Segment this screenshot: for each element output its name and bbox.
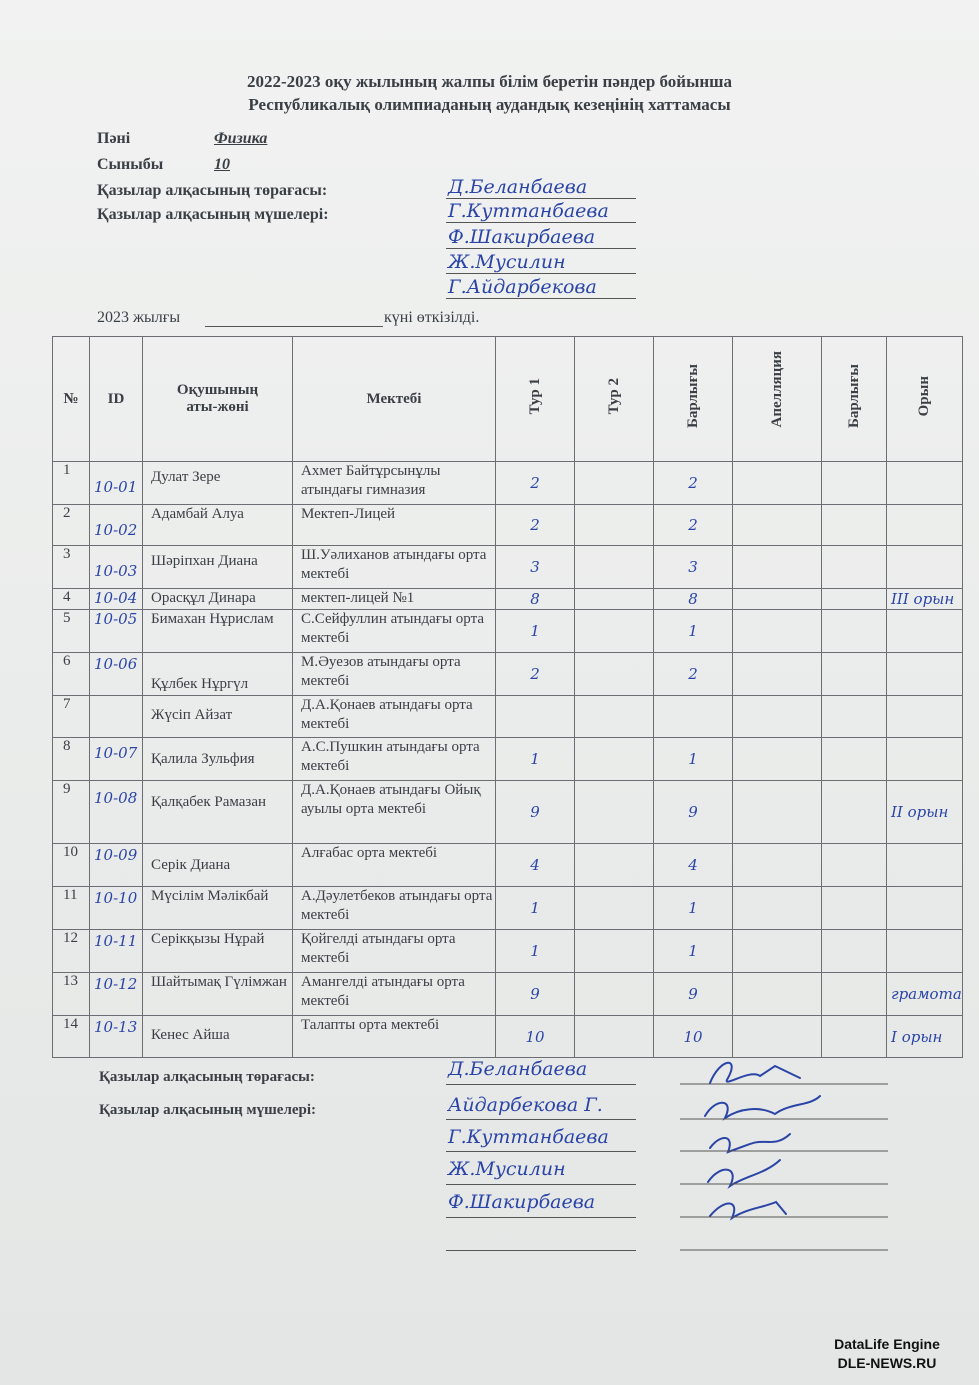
row-appeal [733,973,822,1016]
signature-chair [710,1063,800,1083]
footer-blank-underline [446,1250,636,1251]
date-prefix: 2023 жылғы [97,309,181,326]
row-id: 10-11 [90,930,143,973]
header-no: № [53,337,90,462]
row-name: Шәріпхан Диана [143,546,293,589]
row-tur2 [575,589,654,610]
row-total2 [822,973,887,1016]
table-row [53,589,963,610]
row-tur2 [575,1016,654,1058]
row-no: 3 [53,546,90,589]
table-row [53,738,963,781]
row-tur2 [575,781,654,844]
row-name: Серік Диана [143,844,293,887]
row-total2 [822,844,887,887]
signature-column [680,1048,890,1258]
row-tur1: 2 [496,653,575,696]
row-tur2 [575,546,654,589]
row-tur1: 4 [496,844,575,887]
footer-member-underline-4 [446,1217,636,1218]
title-line-1: 2022-2023 оқу жылының жалпы білім беретін пәндер бойынша [246,72,733,91]
title-line-2: Республикалық олимпиаданың аудандық кезеңінің хаттамасы [248,95,731,114]
row-appeal [733,653,822,696]
row-school: Ш.Уәлиханов атындағы орта мектебі [293,546,496,589]
row-tur2 [575,462,654,505]
table-row [53,610,963,653]
row-tur1 [496,696,575,738]
row-school: Талапты орта мектебі [293,1016,496,1058]
row-appeal [733,546,822,589]
table-row [53,462,963,505]
row-total2 [822,781,887,844]
row-appeal [733,462,822,505]
table-row [53,887,963,930]
member-name-2: Ф.Шакирбаева [448,226,596,248]
row-appeal [733,887,822,930]
row-school: Д.А.Қонаев атындағы Ойық ауылы орта мектебі [293,781,496,844]
row-tur1: 2 [496,462,575,505]
row-place [887,844,963,887]
row-id: 10-02 [90,505,143,546]
header-total-text: Барлығы [684,364,701,429]
table-row [53,844,963,887]
row-tur1: 2 [496,505,575,546]
row-name: Орасқұл Динара [143,589,293,610]
row-appeal [733,589,822,610]
row-total [654,696,733,738]
row-school: А.Дәулетбеков атындағы орта мектебі [293,887,496,930]
row-no: 5 [53,610,90,653]
row-tur2 [575,653,654,696]
footer-member-underline-2 [446,1151,636,1152]
row-no: 12 [53,930,90,973]
row-place [887,738,963,781]
header-tur1 [496,337,575,462]
row-no: 2 [53,505,90,546]
header-school: Мектебі [293,337,496,462]
footer-members-label: Қазылар алқасының мүшелері: [99,1102,317,1118]
row-name: Бимахан Нұрислам [143,610,293,653]
row-no: 14 [53,1016,90,1058]
footer-member-name-2: Г.Куттанбаева [448,1126,609,1148]
row-no: 7 [53,696,90,738]
row-total2 [822,505,887,546]
date-blank [205,326,383,327]
signature-member-2 [710,1134,790,1152]
signature-member-1 [705,1096,820,1118]
header-place-text: Орын [915,376,932,417]
row-no: 6 [53,653,90,696]
member-underline-4 [446,298,636,299]
row-place [887,887,963,930]
row-school: Қойгелді атындағы орта мектебі [293,930,496,973]
row-total: 1 [654,887,733,930]
row-appeal [733,696,822,738]
row-name: Жүсіп Айзат [143,696,293,738]
header-tur2-text: Тур 2 [605,378,622,415]
row-tur2 [575,696,654,738]
row-total2 [822,589,887,610]
row-total2 [822,546,887,589]
row-tur2 [575,738,654,781]
row-id: 10-10 [90,887,143,930]
header-appeal [733,337,822,462]
row-total: 10 [654,1016,733,1058]
row-tur2 [575,930,654,973]
results-table [52,336,963,1058]
row-tur1: 3 [496,546,575,589]
row-place [887,653,963,696]
row-total2 [822,462,887,505]
member-name-1: Г.Куттанбаева [448,200,609,222]
footer-member-underline-1 [446,1119,636,1120]
chair-name: Д.Беланбаева [448,176,588,198]
row-name: Серікқызы Нұрай [143,930,293,973]
header-tur1-text: Тур 1 [526,378,543,415]
row-appeal [733,738,822,781]
table-row [53,505,963,546]
row-school: Алғабас орта мектебі [293,844,496,887]
row-appeal [733,781,822,844]
table-row [53,781,963,844]
row-place [887,462,963,505]
row-no: 9 [53,781,90,844]
row-name: Мүсілім Мәлікбай [143,887,293,930]
row-total: 1 [654,930,733,973]
row-total: 8 [654,589,733,610]
row-total: 4 [654,844,733,887]
row-id: 10-06 [90,653,143,696]
row-id: 10-12 [90,973,143,1016]
row-id: 10-08 [90,781,143,844]
row-name: Қалқабек Рамазан [143,781,293,844]
header-total2 [822,337,887,462]
row-tur2 [575,973,654,1016]
watermark-line-1: DataLife Engine [834,1336,940,1352]
row-total2 [822,696,887,738]
member-underline-3 [446,273,636,274]
header-total2-text: Барлығы [845,364,862,429]
table-header-row [53,337,963,462]
signature-member-3 [708,1160,780,1186]
row-id: 10-01 [90,462,143,505]
row-tur2 [575,887,654,930]
header-total [654,337,733,462]
row-school: мектеп-лицей №1 [293,589,496,610]
row-place [887,930,963,973]
footer-chair-name: Д.Беланбаева [448,1058,588,1080]
row-no: 10 [53,844,90,887]
row-school: Ахмет Байтұрсынұлы атындағы гимназия [293,462,496,505]
member-underline-2 [446,248,636,249]
row-place [887,696,963,738]
row-appeal [733,930,822,973]
date-suffix: күні өткізілді. [384,309,480,326]
row-place: III орын [887,589,963,610]
row-name: Адамбай Алуа [143,505,293,546]
table-row [53,930,963,973]
row-no: 13 [53,973,90,1016]
row-place [887,546,963,589]
table-row [53,973,963,1016]
row-tur1: 1 [496,930,575,973]
row-total: 1 [654,738,733,781]
row-school: Д.А.Қонаев атындағы орта мектебі [293,696,496,738]
row-tur2 [575,610,654,653]
row-place [887,505,963,546]
row-school: М.Әуезов атындағы орта мектебі [293,653,496,696]
header-place [887,337,963,462]
row-place: грамота [887,973,963,1016]
row-total2 [822,653,887,696]
row-name: Шайтымақ Гүлімжан [143,973,293,1016]
row-total2 [822,610,887,653]
row-id: 10-03 [90,546,143,589]
row-tur2 [575,505,654,546]
row-tur2 [575,844,654,887]
row-id: 10-07 [90,738,143,781]
footer-chair-label: Қазылар алқасының төрағасы: [99,1069,315,1085]
row-tur1: 9 [496,973,575,1016]
table-row [53,653,963,696]
row-total: 2 [654,505,733,546]
row-place [887,610,963,653]
row-no: 4 [53,589,90,610]
row-id: 10-05 [90,610,143,653]
row-appeal [733,505,822,546]
table-row [53,546,963,589]
row-school: С.Сейфуллин атындағы орта мектебі [293,610,496,653]
member-name-3: Ж.Мусилин [448,251,566,273]
grade-value: 10 [214,156,230,173]
row-total2 [822,930,887,973]
row-appeal [733,610,822,653]
signature-member-4 [710,1202,786,1218]
header-name [143,337,293,462]
row-tur1: 8 [496,589,575,610]
row-total: 9 [654,973,733,1016]
footer-member-name-1: Айдарбекова Г. [448,1094,603,1116]
subject-value: Физика [214,130,268,147]
header-id: ID [90,337,143,462]
row-no: 1 [53,462,90,505]
row-name: Кенес Айша [143,1016,293,1058]
footer-member-name-3: Ж.Мусилин [448,1158,566,1180]
row-total: 9 [654,781,733,844]
footer-member-name-4: Ф.Шакирбаева [448,1191,596,1213]
row-no: 11 [53,887,90,930]
footer-member-underline-3 [446,1184,636,1185]
row-appeal [733,844,822,887]
row-school: А.С.Пушкин атындағы орта мектебі [293,738,496,781]
row-id: 10-13 [90,1016,143,1058]
row-no: 8 [53,738,90,781]
header-tur2 [575,337,654,462]
subject-label: Пәні [97,130,131,147]
row-total2 [822,887,887,930]
row-id: 10-04 [90,589,143,610]
footer-chair-underline [446,1084,636,1085]
row-name: Қалила Зульфия [143,738,293,781]
row-total: 2 [654,653,733,696]
row-total: 1 [654,610,733,653]
member-name-4: Г.Айдарбекова [448,276,597,298]
row-place: II орын [887,781,963,844]
row-place: I орын [887,1016,963,1058]
row-tur1: 10 [496,1016,575,1058]
row-school: Мектеп-Лицей [293,505,496,546]
watermark-line-2: DLE-NEWS.RU [837,1355,937,1371]
chair-underline [446,198,636,199]
members-label: Қазылар алқасының мүшелері: [97,206,329,223]
row-tur1: 1 [496,738,575,781]
row-id: 10-09 [90,844,143,887]
member-underline-1 [446,222,636,223]
row-name: Дулат Зере [143,462,293,505]
header-name-text: Оқушының аты-жөні [176,382,259,415]
row-tur1: 1 [496,610,575,653]
row-total: 3 [654,546,733,589]
row-tur1: 1 [496,887,575,930]
grade-label: Сыныбы [97,156,164,173]
row-id [90,696,143,738]
chair-label: Қазылар алқасының төрағасы: [97,182,328,199]
row-name: Құлбек Нұргүл [143,653,293,696]
row-total: 2 [654,462,733,505]
table-row [53,696,963,738]
row-school: Амангелді атындағы орта мектебі [293,973,496,1016]
row-total2 [822,738,887,781]
row-tur1: 9 [496,781,575,844]
header-appeal-text: Апелляция [768,351,785,428]
